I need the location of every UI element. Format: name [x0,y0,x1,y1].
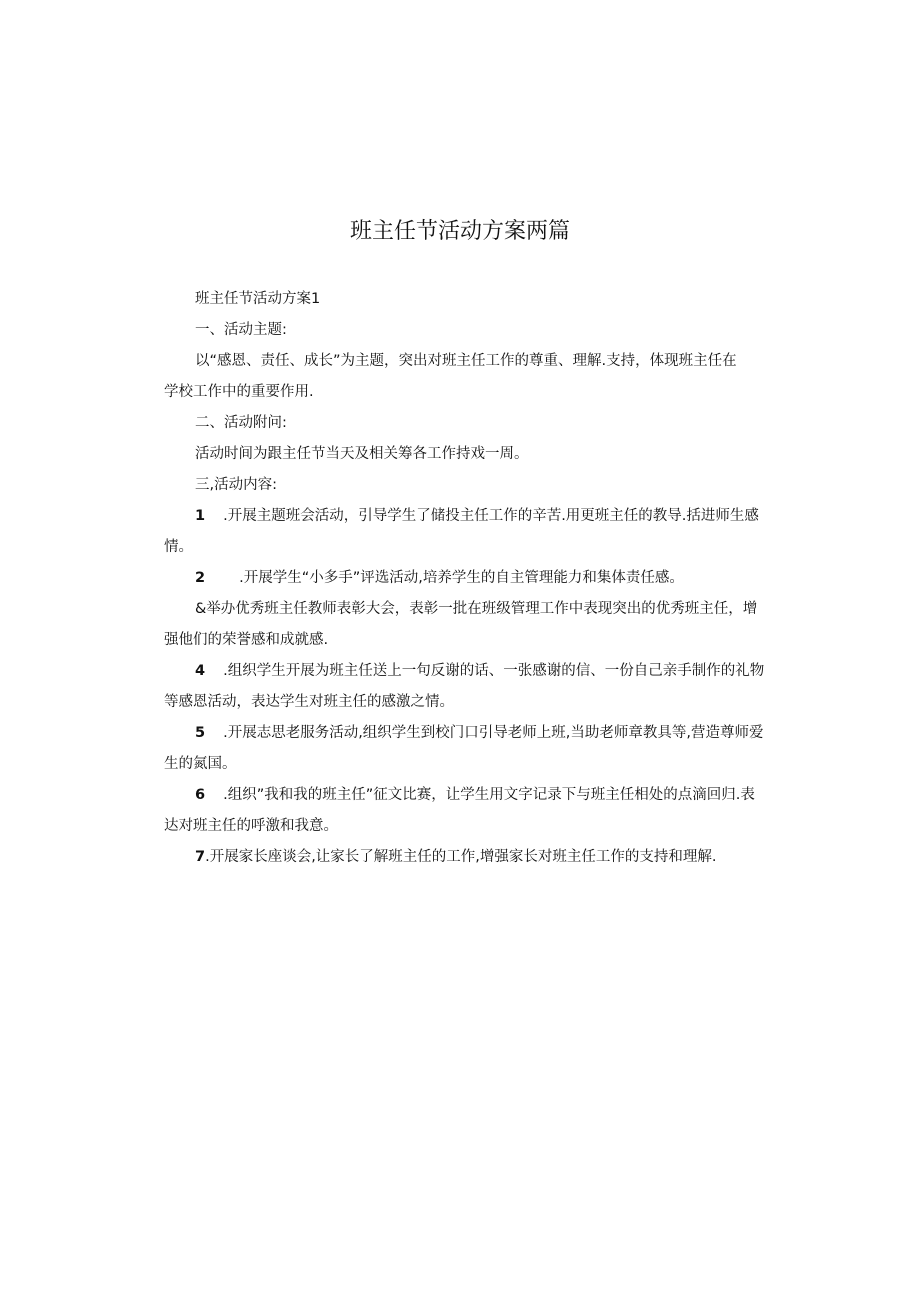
theme-text-line-2: 学校工作中的重要作用. [164,384,314,400]
item-text-line-1: .开展志思老服务活动,组织学生到校门口引导老师上班,当助老师章教具等,营造尊师爱 [223,725,764,741]
item-text-line-1: .组织”我和我的班主任”征文比赛，让学生用文字记录下与班主任相处的点滴回归.表 [223,787,755,803]
list-item [164,563,772,594]
document-body [164,284,772,873]
item-text-line-1: .组织学生开展为班主任送上一句反谢的话、一张感谢的信、一份自己亲手制作的礼物 [223,663,765,679]
section-heading-theme: 一、活动主题: [195,322,287,338]
item-text-line-2: 情。 [164,539,193,555]
plan-subtitle: 班主任节活动方案1 [195,291,321,307]
list-item [164,842,772,873]
list-item [164,501,772,532]
item-text-line-2: 达对班主任的呼激和我意。 [164,818,338,834]
item-number: 1 [195,508,206,524]
item-number: 5 [195,725,206,741]
item-number: 2 [195,570,206,586]
section-heading-time: 二、活动附问: [195,415,287,431]
list-item [164,780,772,811]
document-title: 班主任节活动方案两篇 [349,219,570,244]
list-item [164,718,772,749]
section-heading-content: 三,活动内容: [195,477,277,493]
list-item [164,656,772,687]
item-text-line-1: .开展主题班会活动，引导学生了储投主任工作的辛苦.用更班主任的教导.括进师生感 [223,508,759,524]
item-text-line-1: .开展学生“小多手”评选活动,培养学生的自主管理能力和集体责任感。 [239,570,684,586]
item-text-line-2: 强他们的荣誉感和成就感. [164,632,329,648]
item-text-line-2: 生的氮国。 [164,756,237,772]
item-text-line-1: .开展家长座谈会,让家长了解班主任的工作,增强家长对班主任工作的支持和理解. [205,849,717,865]
theme-text-line-1: 以“感恩、责任、成长”为主题，突出对班主任工作的尊重、理解.支持，体现班主任在 [195,353,737,369]
list-item [164,594,772,625]
item-number: 4 [195,663,206,679]
item-text-line-1: &举办优秀班主任教师表彰大会，表彰一批在班级管理工作中表现突出的优秀班主任，增 [195,601,758,617]
item-number: 7 [195,849,206,865]
time-text: 活动时间为跟主任节当天及相关筹各工作持戏一周。 [195,446,529,462]
item-number: 6 [195,787,206,803]
item-text-line-2: 等感恩活动，表达学生对班主任的感激之情。 [164,694,454,710]
